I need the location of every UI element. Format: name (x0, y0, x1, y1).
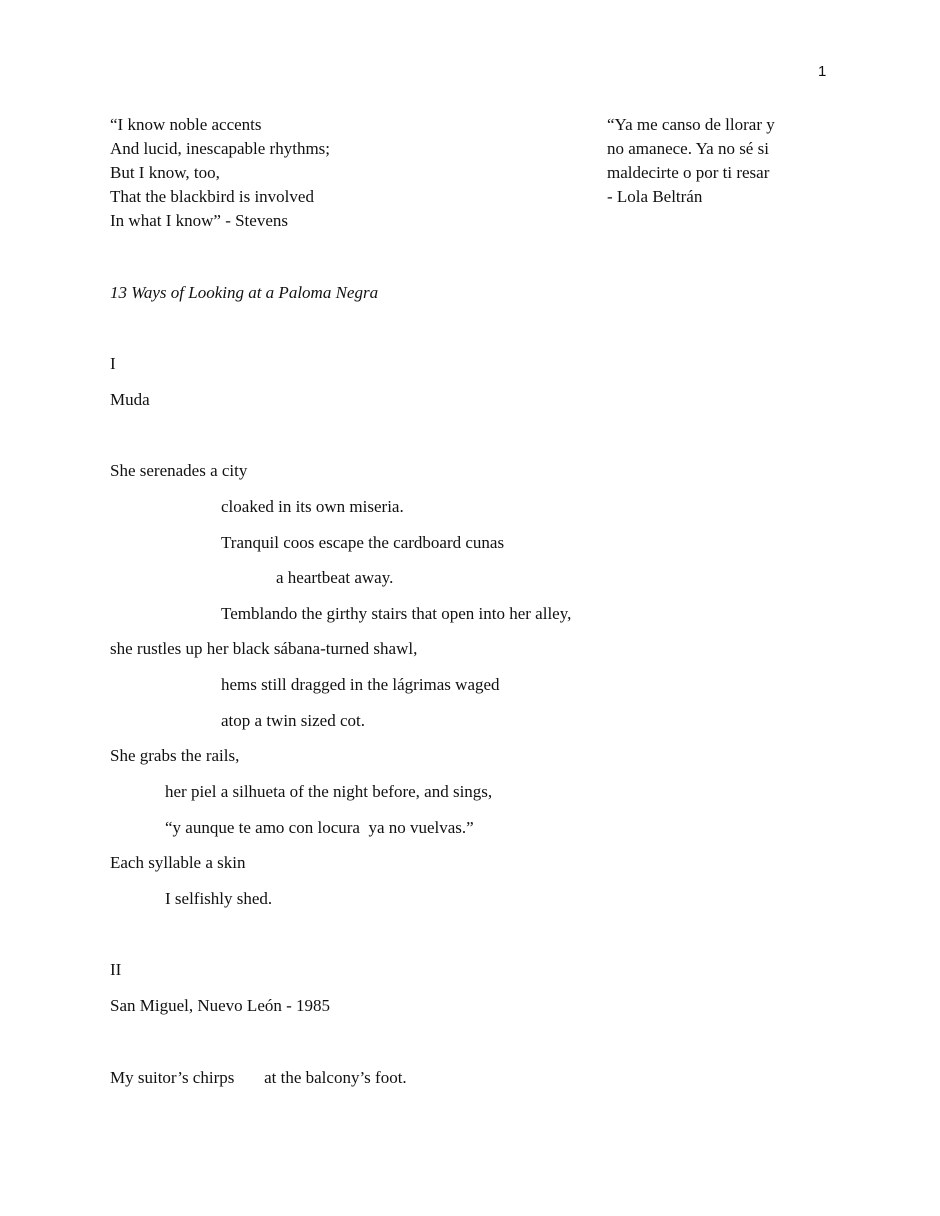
poem-line: My suitor’s chirps at the balcony’s foot. (110, 1068, 407, 1087)
poem-line: Each syllable a skin (110, 853, 246, 872)
section-subtitle: San Miguel, Nuevo León - 1985 (110, 996, 331, 1015)
epigraph-line: “Ya me canso de llorar y (607, 115, 775, 134)
poem-line: Temblando the girthy stairs that open into her alley, (221, 604, 572, 623)
epigraph-line: “I know noble accents (110, 115, 262, 134)
epigraph-line: - Lola Beltrán (607, 187, 703, 206)
epigraph-line: That the blackbird is involved (110, 187, 314, 206)
poem-line: she rustles up her black sábana-turned shawl, (110, 639, 418, 658)
section-numeral: I (110, 354, 116, 373)
section-subtitle: Muda (110, 390, 150, 409)
epigraph-line: maldecirte o por ti resar (607, 163, 770, 182)
poem-line: a heartbeat away. (276, 568, 394, 587)
epigraph-line: But I know, too, (110, 163, 220, 182)
poem-line: atop a twin sized cot. (221, 711, 365, 730)
poem-title: 13 Ways of Looking at a Paloma Negra (110, 283, 379, 302)
poem-line: She serenades a city (110, 461, 248, 480)
poem-line: Tranquil coos escape the cardboard cunas (221, 533, 505, 552)
epigraph-line: In what I know” - Stevens (110, 211, 288, 230)
poem-line: “y aunque te amo con locura ya no vuelvas.” (165, 818, 474, 837)
poem-line: hems still dragged in the lágrimas waged (221, 675, 500, 694)
epigraph-line: And lucid, inescapable rhythms; (110, 139, 331, 158)
poem-line: her piel a silhueta of the night before, and sings, (165, 782, 493, 801)
section-numeral: II (110, 960, 122, 979)
page-number: 1 (818, 63, 827, 80)
poem-line: I selfishly shed. (165, 889, 273, 908)
poem-line: cloaked in its own miseria. (221, 497, 404, 516)
epigraph-line: no amanece. Ya no sé si (607, 139, 769, 158)
poem-line: She grabs the rails, (110, 746, 240, 765)
